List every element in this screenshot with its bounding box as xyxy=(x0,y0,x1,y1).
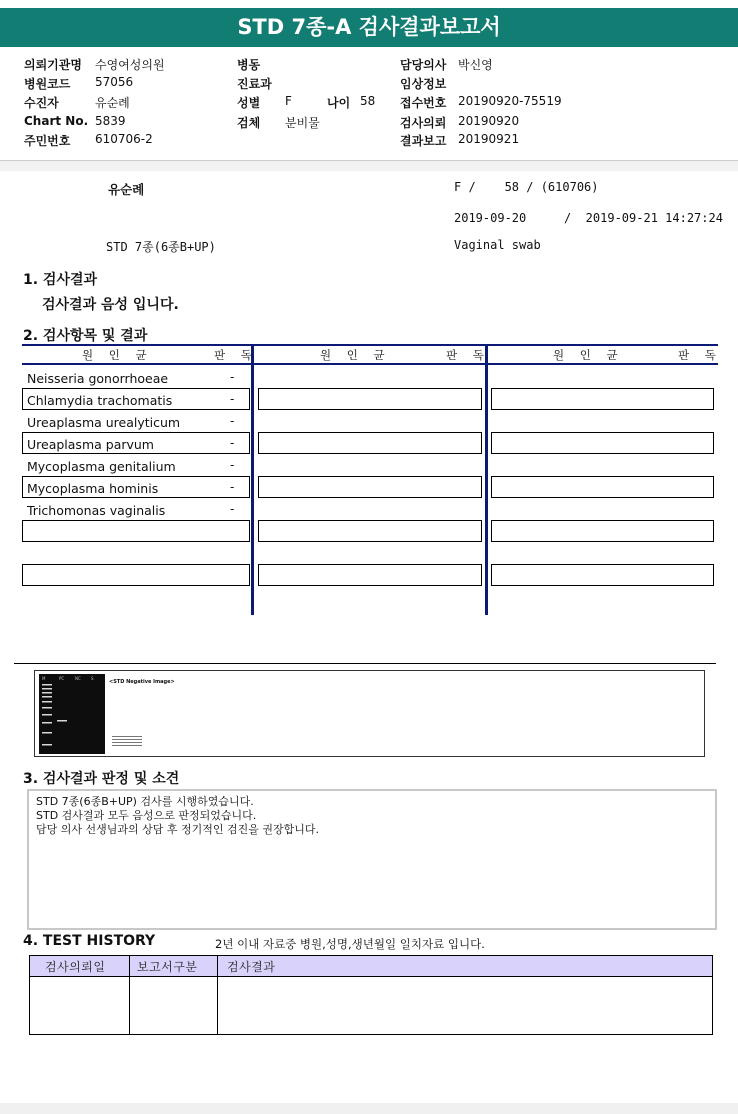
row-2-pathogen: Chlamydia trachomatis xyxy=(27,393,173,408)
gel-caption: <STD Negative Image> xyxy=(109,679,175,685)
header-ward: 병동 xyxy=(237,58,261,72)
col2-box-4 xyxy=(258,520,482,542)
row-6-pathogen: Mycoplasma hominis xyxy=(27,481,159,496)
header-dept: 진료과 xyxy=(237,77,272,91)
gel-lane-s: S xyxy=(91,676,94,681)
section4-title: 4. TEST HISTORY xyxy=(23,933,156,949)
header-report: 결과보고 xyxy=(400,134,447,148)
table-header-rule xyxy=(22,363,718,365)
gel-lane-m: M xyxy=(42,676,46,681)
footer-band xyxy=(0,1103,738,1114)
section1-summary: 검사결과 음성 입니다. xyxy=(42,297,179,313)
col3-box-5 xyxy=(491,564,714,586)
col2-box-5 xyxy=(258,564,482,586)
row-3-pathogen: Ureaplasma urealyticum xyxy=(27,415,181,430)
row-7-result: - xyxy=(230,502,235,516)
col-header-pathogen-2: 원 인 균 xyxy=(320,348,391,362)
report-title: STD 7종-A 검사결과보고서 xyxy=(0,8,738,47)
row-7-pathogen: Trichomonas vaginalis xyxy=(27,503,166,518)
header-doctor: 담당의사 xyxy=(400,58,447,72)
gel-lane-nc: NC xyxy=(75,676,81,681)
comment-text xyxy=(36,795,319,837)
gel-divider xyxy=(14,663,716,664)
request-value: 20190920 xyxy=(458,114,520,128)
col3-box-4 xyxy=(491,520,714,542)
header-sex: 성별 xyxy=(237,96,261,110)
gel-image xyxy=(39,674,105,754)
section2-title: 2. 검사항목 및 결과 xyxy=(23,328,148,344)
patient-name: 유순례 xyxy=(108,182,145,197)
header-request: 검사의뢰 xyxy=(400,116,447,130)
row-5-result: - xyxy=(230,458,235,472)
hospital-value: 수영여성의원 xyxy=(95,58,165,72)
history-header-row xyxy=(30,956,712,977)
row-4-pathogen: Ureaplasma parvum xyxy=(27,437,154,452)
history-table xyxy=(29,955,713,1035)
patient-sex-age: F / 58 / (610706) xyxy=(454,180,599,194)
header-shadow xyxy=(0,161,738,171)
comment-line-2: STD 검사결과 모두 음성으로 판정되었습니다. xyxy=(36,809,257,822)
header-age: 나이 xyxy=(327,96,351,110)
gel-bands xyxy=(39,674,105,754)
row-3-result: - xyxy=(230,414,235,428)
col-header-pathogen-1: 원 인 균 xyxy=(82,348,153,362)
header-receiver: 수진자 xyxy=(24,96,59,110)
section1-title: 1. 검사결과 xyxy=(23,272,98,288)
row-4-result: - xyxy=(230,436,235,450)
table-col-divider-1 xyxy=(251,344,254,615)
comment-line-1: STD 7종(6종B+UP) 검사를 시행하였습니다. xyxy=(36,795,254,808)
header-hospital: 의뢰기관명 xyxy=(24,58,82,72)
col-header-pathogen-3: 원 인 균 xyxy=(553,348,624,362)
col3-box-1 xyxy=(491,388,714,410)
doctor-value: 박신영 xyxy=(458,58,493,72)
specimen-value: 분비물 xyxy=(285,116,320,130)
report-value: 20190921 xyxy=(458,132,520,146)
history-col-date: 검사의뢰일 xyxy=(45,960,106,974)
date-report: / 2019-09-21 14:27:24 xyxy=(564,211,723,225)
header-clinical: 임상정보 xyxy=(400,77,447,91)
header-receipt: 접수번호 xyxy=(400,96,447,110)
history-col-result: 검사결과 xyxy=(227,960,276,974)
row-1-pathogen: Neisseria gonorrhoeae xyxy=(27,371,169,386)
receipt-value: 20190920-75519 xyxy=(458,94,562,108)
table-col-divider-2 xyxy=(485,344,488,615)
header-code: 병원코드 xyxy=(24,77,71,91)
history-col-type: 보고서구분 xyxy=(137,960,198,974)
test-name: STD 7종(6종B+UP) xyxy=(106,240,216,254)
col2-box-3 xyxy=(258,476,482,498)
row-8-box xyxy=(22,520,250,542)
history-col-divider-1 xyxy=(129,956,130,1034)
col-header-result-3: 판 독 xyxy=(678,348,722,362)
col2-box-2 xyxy=(258,432,482,454)
chart-value: 5839 xyxy=(95,114,126,128)
section3-title: 3. 검사결과 판정 및 소견 xyxy=(23,771,180,787)
col3-box-3 xyxy=(491,476,714,498)
header-rrn: 주민번호 xyxy=(24,134,71,148)
sex-value: F xyxy=(285,94,292,108)
comment-line-3: 담당 의사 선생님과의 상담 후 정기적인 검진을 권장합니다. xyxy=(36,823,319,836)
row-1-result: - xyxy=(230,370,235,384)
gel-legend xyxy=(112,734,142,750)
gel-lane-pc: PC xyxy=(59,676,65,681)
row-6-result: - xyxy=(230,480,235,494)
header-chart: Chart No. xyxy=(24,114,89,128)
section4-note: 2년 이내 자료중 병원,성명,생년월일 일치자료 입니다. xyxy=(215,937,485,951)
row-10-box xyxy=(22,564,250,586)
col3-box-2 xyxy=(491,432,714,454)
row-2-result: - xyxy=(230,392,235,406)
date-request: 2019-09-20 xyxy=(454,211,527,225)
age-value: 58 xyxy=(360,94,376,108)
rrn-value: 610706-2 xyxy=(95,132,153,146)
header-specimen: 검체 xyxy=(237,116,261,130)
col-header-result-1: 판 독 xyxy=(214,348,258,362)
table-top-rule xyxy=(22,344,718,346)
history-col-divider-2 xyxy=(217,956,218,1034)
row-5-pathogen: Mycoplasma genitalium xyxy=(27,459,176,474)
col2-box-1 xyxy=(258,388,482,410)
receiver-value: 유순례 xyxy=(95,96,130,110)
sample-type: Vaginal swab xyxy=(454,238,541,252)
col-header-result-2: 판 독 xyxy=(446,348,490,362)
code-value: 57056 xyxy=(95,75,134,89)
